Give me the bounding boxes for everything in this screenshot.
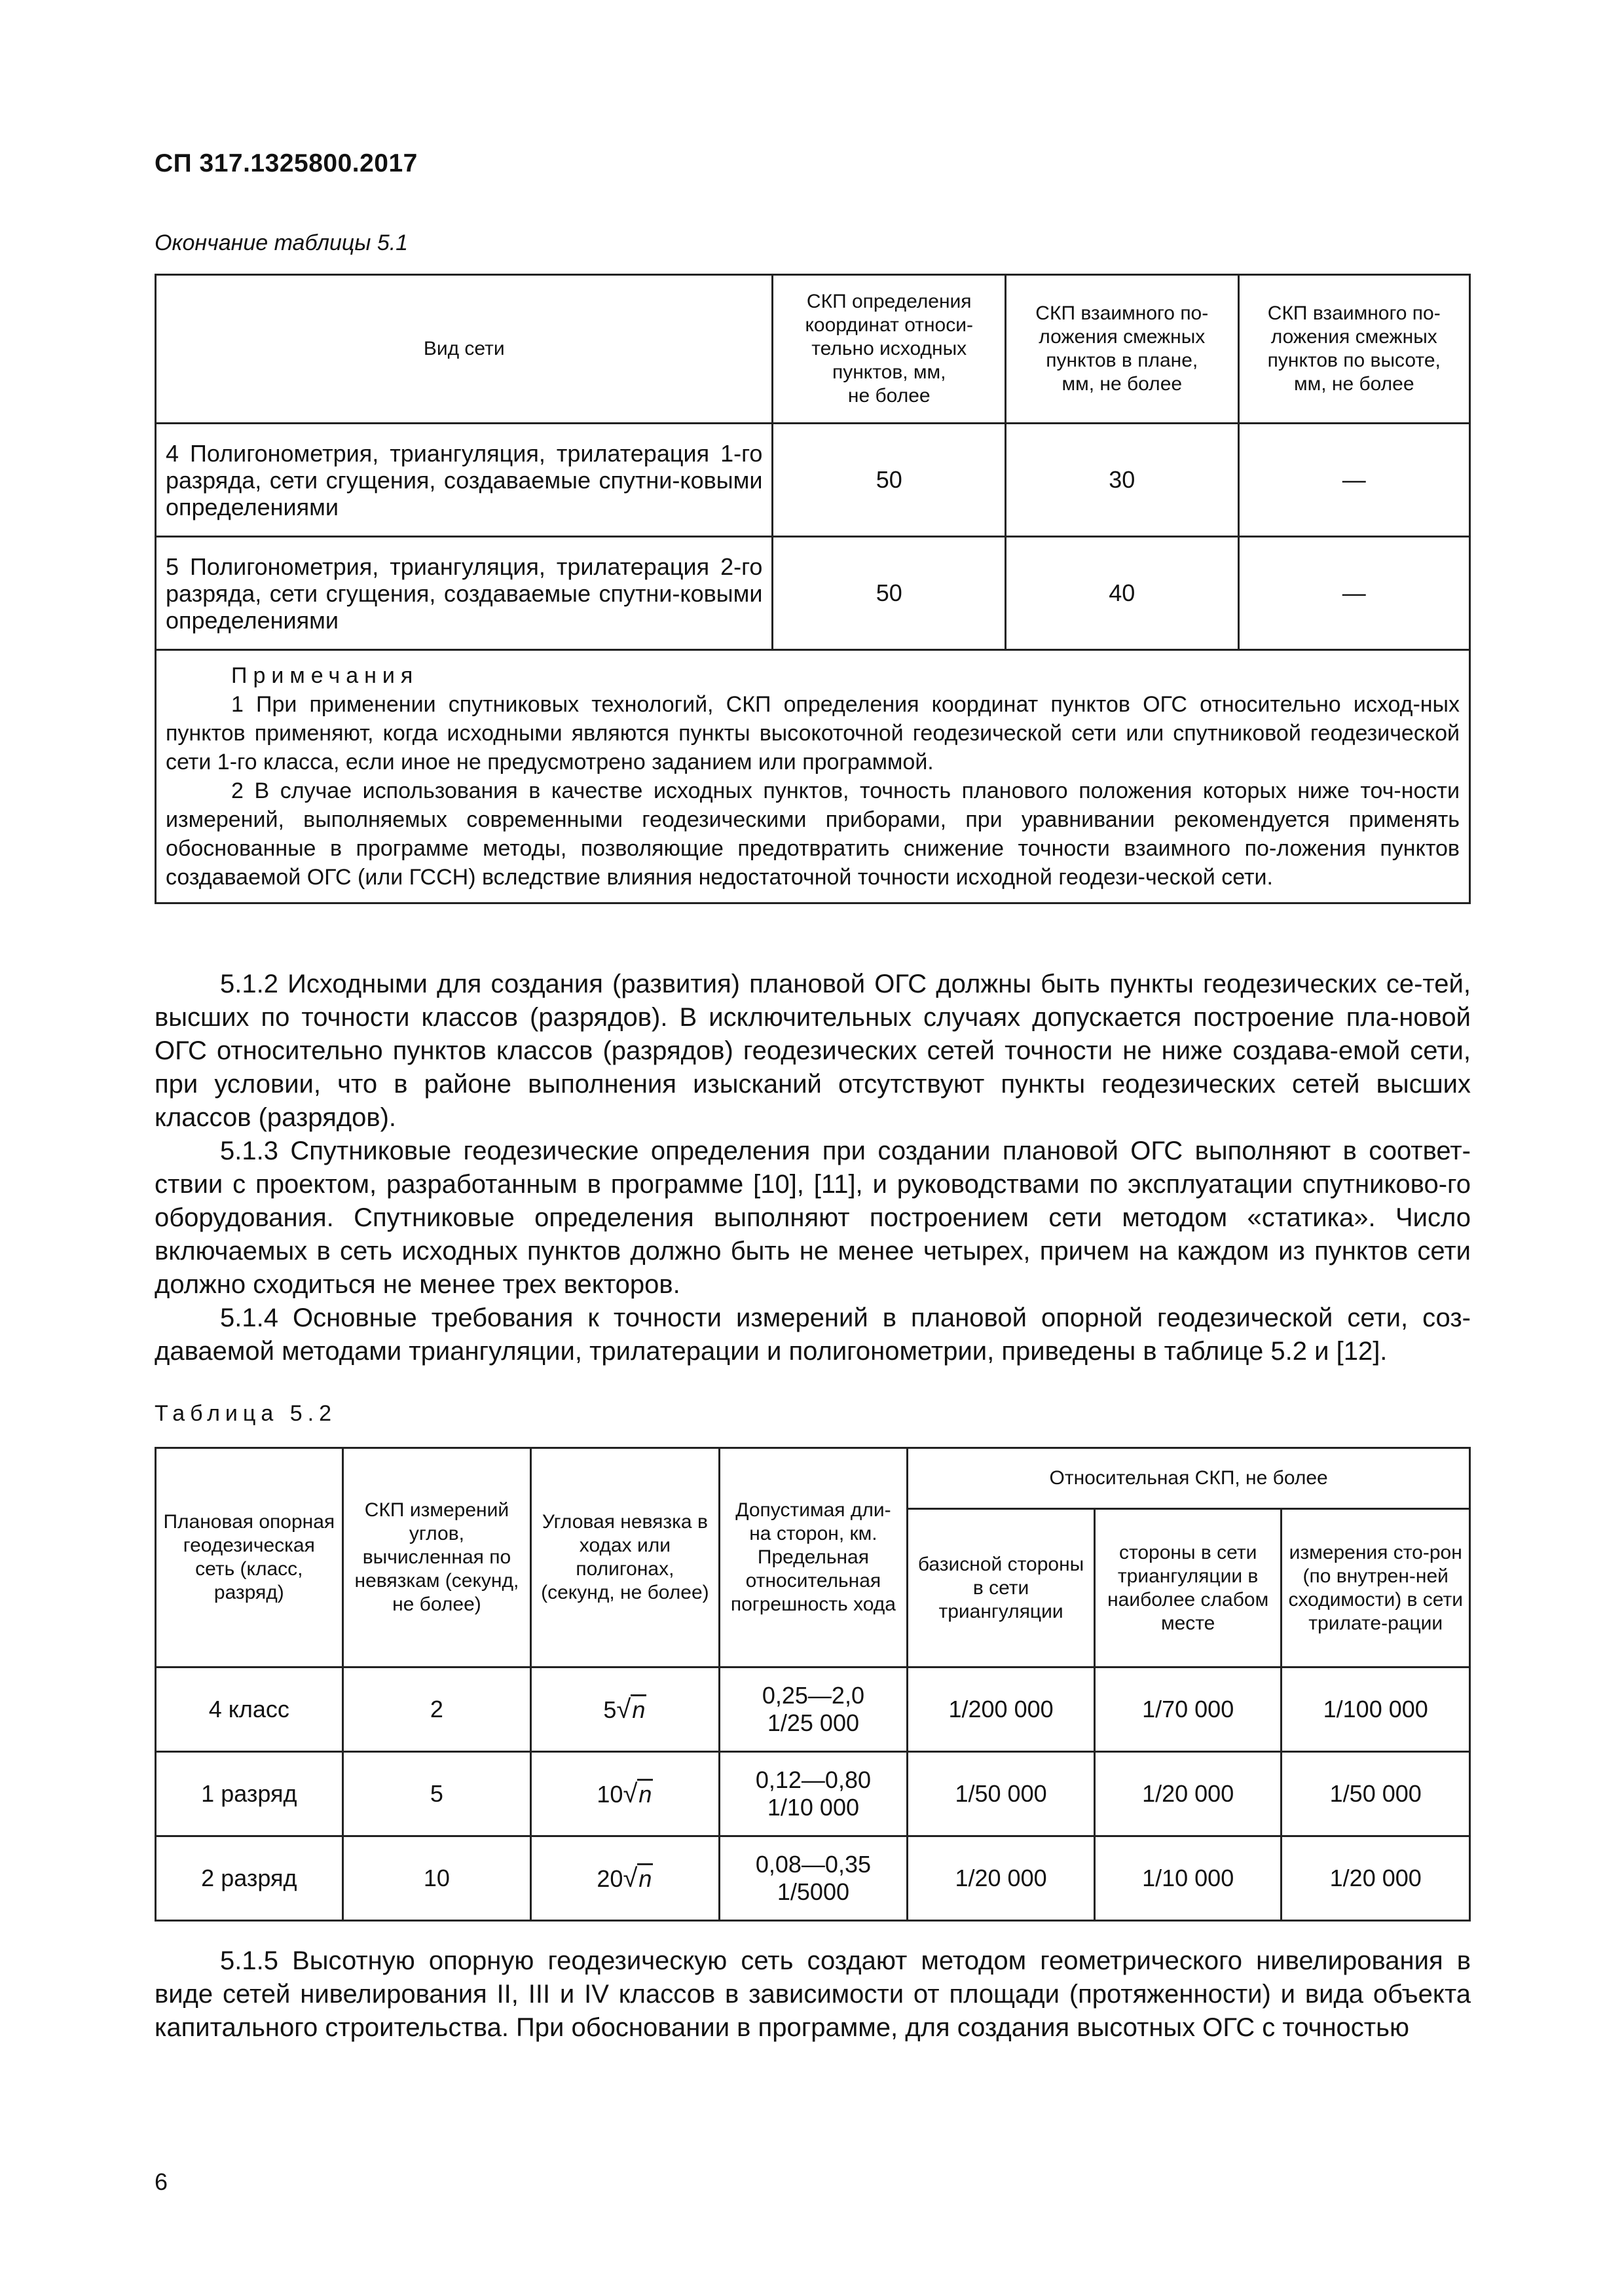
header-side-length: Допустимая дли-на сторон, км. Предельная относительная погрешность хода (719, 1448, 908, 1667)
skp-cell: 2 (342, 1667, 531, 1752)
value-cell: 1/100 000 (1282, 1667, 1470, 1752)
value-cell: 40 (1006, 537, 1238, 650)
misclosure-cell: 20√n (531, 1836, 719, 1921)
value-cell: — (1238, 537, 1470, 650)
skp-cell: 5 (342, 1752, 531, 1836)
notes-title: Примечания (231, 663, 419, 688)
header-relative-skp-group: Относительная СКП, не более (908, 1448, 1470, 1509)
value-cell: 50 (773, 424, 1006, 537)
paragraph-5-1-3: 5.1.3 Спутниковые геодезические определения при создании плановой ОГС выполняют в соответ-ствии с проектом, разработанным в программе [10], [11], и руководствами по эксплуатации спутниково-го оборудования. Спутниковые определения выполняют построением сети методом «статика». Число включаемых в сеть исходных пунктов должно быть не менее четырех, причем на каждом из пунктов сети должно сходиться не менее трех векторов. (155, 1137, 1471, 1299)
network-cell: 4 класс (156, 1667, 343, 1752)
table-5-1 (155, 274, 1471, 904)
table-row (156, 424, 1470, 537)
length-cell: 0,25—2,0 1/25 000 (719, 1667, 908, 1752)
value-cell: 1/10 000 (1094, 1836, 1282, 1921)
value-cell: 1/20 000 (908, 1836, 1095, 1921)
body-text-bottom (155, 1944, 1471, 2045)
body-text (155, 968, 1471, 1368)
value-cell: 1/50 000 (908, 1752, 1095, 1836)
value-cell: 30 (1006, 424, 1238, 537)
value-cell: 1/20 000 (1094, 1752, 1282, 1836)
paragraph-5-1-2: 5.1.2 Исходными для создания (развития) плановой ОГС должны быть пункты геодезических се-тей, высших по точности классов (разрядов). В исключительных случаях допускается построение пла-новой ОГС относительно пунктов классов (разрядов) геодезических сетей точности не ниже создава-емой сети, при условии, что в районе выполнения изысканий отсутствуют пункты геодезических сетей высших классов (разрядов). (155, 970, 1471, 1132)
table-header-row (156, 1448, 1470, 1509)
note-1: 1 При применении спутниковых технологий, СКП определения координат пунктов ОГС относительно исход-ных пунктов применяют, когда исходными являются пункты высокоточной геодезической сети или спутниковой геодезической сети 1-го класса, если иное не предусмотрено заданием или программой. (166, 692, 1460, 774)
value-cell: 50 (773, 537, 1006, 650)
network-kind-cell: 4 Полигонометрия, триангуляция, трилатерация 1-го разряда, сети сгущения, создаваемые спутни-ковыми определениями (156, 424, 773, 537)
value-cell: 1/20 000 (1282, 1836, 1470, 1921)
header-trilateration: измерения сто-рон (по внутрен-ней сходимости) в сети трилате-рации (1282, 1509, 1470, 1667)
table-5-2-label: Таблица 5.2 (155, 1401, 337, 1426)
header-skp-coordinates: СКП определения координат относи- тельно исходных пунктов, мм, не более (773, 275, 1006, 424)
notes-cell (156, 650, 1470, 903)
header-weakest-side: стороны в сети триангуляции в наиболее слабом месте (1094, 1509, 1282, 1667)
table-5-1-continuation-caption: Окончание таблицы 5.1 (155, 230, 409, 255)
header-skp-height: СКП взаимного по- ложения смежных пунктов по высоте, мм, не более (1238, 275, 1470, 424)
page-number: 6 (155, 2168, 168, 2195)
network-cell: 2 разряд (156, 1836, 343, 1921)
network-kind-cell: 5 Полигонометрия, триангуляция, трилатерация 2-го разряда, сети сгущения, создаваемые спутни-ковыми определениями (156, 537, 773, 650)
table-row (156, 1752, 1470, 1836)
document-code: СП 317.1325800.2017 (155, 149, 418, 177)
table-row (156, 1667, 1470, 1752)
notes-row (156, 650, 1470, 903)
header-angle-skp: СКП измерений углов, вычисленная по невязкам (секунд, не более) (342, 1448, 531, 1667)
table-5-2 (155, 1447, 1471, 1922)
value-cell: 1/70 000 (1094, 1667, 1282, 1752)
length-cell: 0,12—0,80 1/10 000 (719, 1752, 908, 1836)
paragraph-5-1-5: 5.1.5 Высотную опорную геодезическую сеть создают методом геометрического нивелирования в виде сетей нивелирования II, III и IV классов в зависимости от площади (протяженности) и вида объекта капитального строительства. При обосновании в программе, для создания высотных ОГС с точностью (155, 1946, 1471, 2042)
value-cell: — (1238, 424, 1470, 537)
misclosure-cell: 5√n (531, 1667, 719, 1752)
header-network-type: Вид сети (156, 275, 773, 424)
misclosure-cell: 10√n (531, 1752, 719, 1836)
header-angle-misclosure: Угловая невязка в ходах или полигонах, (секунд, не более) (531, 1448, 719, 1667)
length-cell: 0,08—0,35 1/5000 (719, 1836, 908, 1921)
value-cell: 1/50 000 (1282, 1752, 1470, 1836)
network-cell: 1 разряд (156, 1752, 343, 1836)
skp-cell: 10 (342, 1836, 531, 1921)
header-network: Плановая опорная геодезическая сеть (класс, разряд) (156, 1448, 343, 1667)
header-base-side: базисной стороны в сети триангуляции (908, 1509, 1095, 1667)
header-skp-plan: СКП взаимного по- ложения смежных пунктов в плане, мм, не более (1006, 275, 1238, 424)
value-cell: 1/200 000 (908, 1667, 1095, 1752)
table-header-row (156, 275, 1470, 424)
table-row (156, 1836, 1470, 1921)
table-row (156, 537, 1470, 650)
paragraph-5-1-4: 5.1.4 Основные требования к точности измерений в плановой опорной геодезической сети, соз-даваемой методами триангуляции, трилатерации и полигонометрии, приведены в таблице 5.2 и [12]. (155, 1303, 1471, 1366)
note-2: 2 В случае использования в качестве исходных пунктов, точность планового положения которых ниже точ-ности измерений, выполняемых современными геодезическими приборами, при уравнивании рекомендуется применять обоснованные в программе методы, позволяющие предотвратить снижение точности взаимного по-ложения пунктов создаваемой ОГС (или ГССН) вследствие влияния недостаточной точности исходной геодези-ческой сети. (166, 778, 1460, 890)
